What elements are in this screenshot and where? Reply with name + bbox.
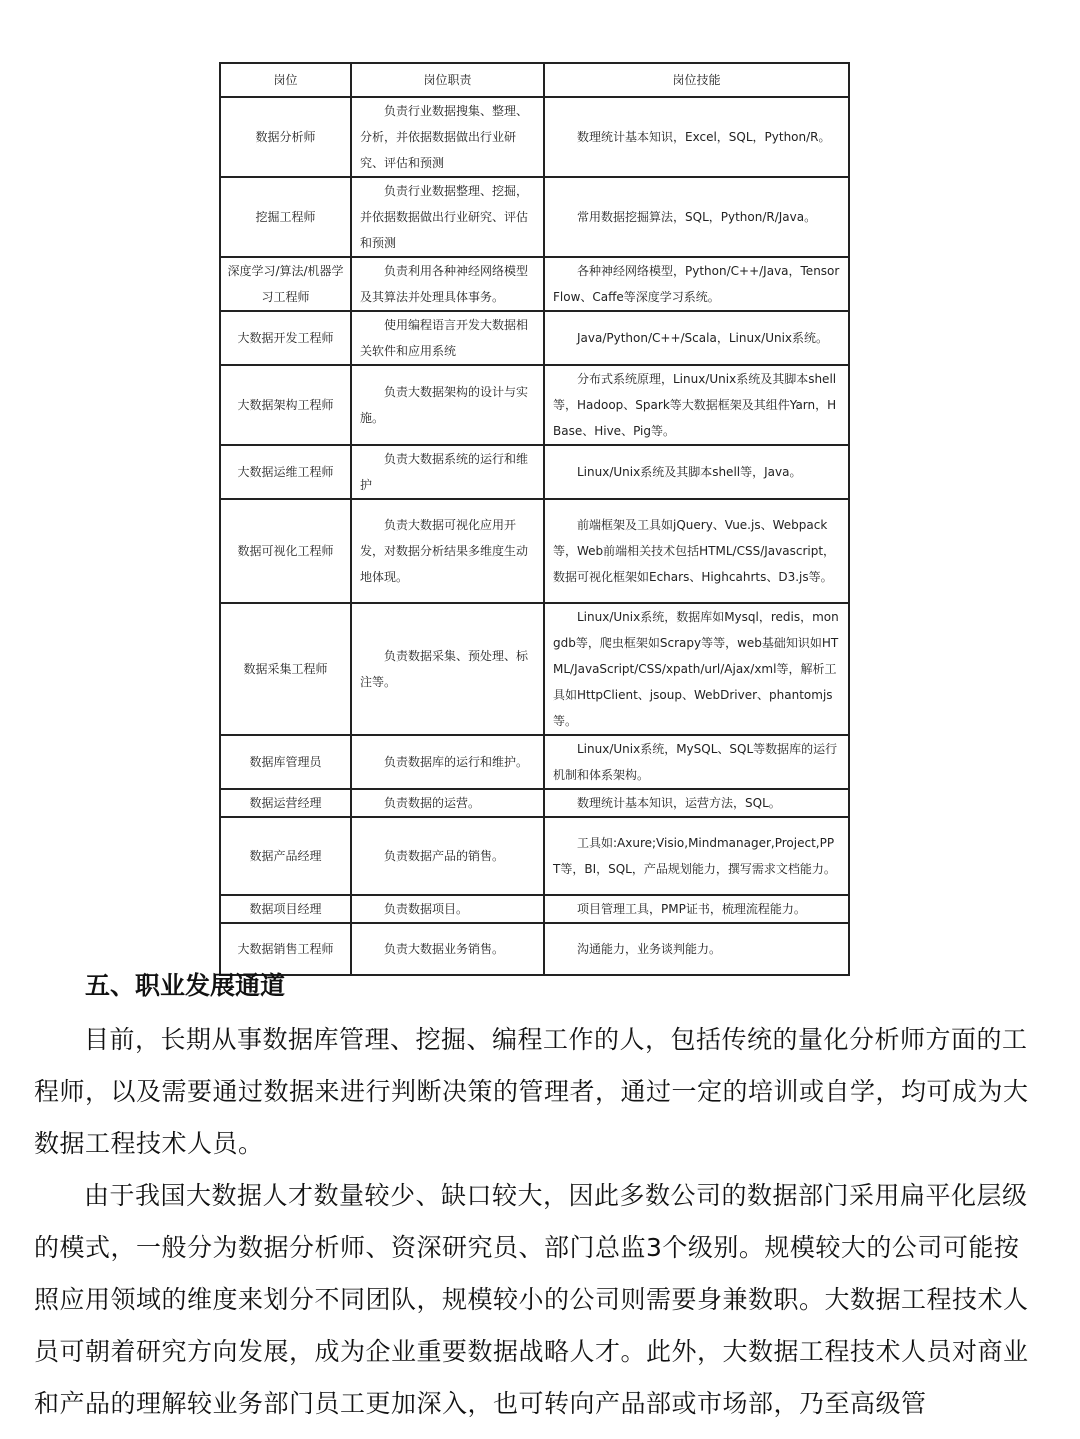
job-skill-cell (544, 257, 849, 311)
job-duty-text: 负责行业数据整理、挖掘，并依据数据做出行业研究、评估和预测 (360, 184, 529, 250)
job-title-text: 大数据运维工程师 (237, 465, 334, 479)
job-title-text: 数据分析师 (255, 130, 316, 144)
job-duty-cell (351, 603, 544, 735)
job-title-text: 挖掘工程师 (255, 210, 316, 224)
job-title-cell (220, 311, 351, 365)
job-title-cell (220, 735, 351, 789)
job-duty-cell (351, 735, 544, 789)
job-skill-text: 数理统计基本知识，Excel，SQL，Python/R。 (577, 130, 831, 144)
job-skill-cell (544, 735, 849, 789)
job-skill-cell (544, 311, 849, 365)
job-duty-cell (351, 365, 544, 445)
job-duty-text: 负责数据采集、预处理、标注等。 (360, 649, 529, 689)
job-skill-text: 工具如:Axure;Visio,Mindmanager,Project,PPT等，BI，SQL，产品规划能力，撰写需求文档能力。 (553, 836, 836, 876)
paragraph: 由于我国大数据人才数量较少、缺口较大，因此多数公司的数据部门采用扁平化层级的模式，一般分为数据分析师、资深研究员、部门总监3个级别。规模较大的公司可能按照应用领域的维度来划分不同团队，规模较小的公司则需要身兼数职。大数据工程技术人员可朝着研究方向发展，成为企业重要数据战略人才。此外，大数据工程技术人员对商业和产品的理解较业务部门员工更加深入，也可转向产品部或市场部，乃至高级管 (34, 1181, 1029, 1418)
job-duty-cell (351, 311, 544, 365)
job-duty-cell (351, 923, 544, 975)
job-title-text: 数据产品经理 (249, 849, 322, 863)
job-duty-cell (351, 499, 544, 603)
job-skill-cell (544, 923, 849, 975)
job-duty-text: 负责数据项目。 (384, 902, 469, 916)
job-duty-text: 使用编程语言开发大数据相关软件和应用系统 (360, 318, 529, 358)
job-skill-cell (544, 895, 849, 923)
job-skill-text: Java/Python/C++/Scala，Linux/Unix系统。 (577, 331, 829, 345)
table-row (220, 97, 849, 177)
job-duty-text: 负责大数据系统的运行和维护 (360, 452, 529, 492)
job-title-cell (220, 895, 351, 923)
table-body (220, 97, 849, 975)
job-duty-text: 负责利用各种神经网络模型及其算法并处理具体事务。 (360, 264, 529, 304)
job-title-cell (220, 789, 351, 817)
job-skill-text: 项目管理工具，PMP证书，梳理流程能力。 (577, 902, 806, 916)
job-title-cell (220, 365, 351, 445)
job-title-text: 数据项目经理 (249, 902, 322, 916)
job-skill-cell (544, 603, 849, 735)
job-title-text: 深度学习/算法/机器学习工程师 (227, 264, 344, 304)
job-title-cell (220, 817, 351, 895)
table-row (220, 895, 849, 923)
job-title-cell (220, 445, 351, 499)
table-row (220, 499, 849, 603)
job-duty-text: 负责大数据架构的设计与实施。 (360, 385, 529, 425)
job-duty-text: 负责大数据可视化应用开发，对数据分析结果多维度生动地体现。 (360, 518, 529, 584)
table-row (220, 311, 849, 365)
job-title-cell (220, 499, 351, 603)
table-row (220, 817, 849, 895)
job-skill-text: Linux/Unix系统及其脚本shell等，Java。 (577, 465, 802, 479)
job-title-cell (220, 603, 351, 735)
job-title-text: 数据库管理员 (249, 755, 322, 769)
job-duty-cell (351, 817, 544, 895)
table-row (220, 789, 849, 817)
job-skill-cell (544, 445, 849, 499)
table-row (220, 445, 849, 499)
job-duty-cell (351, 445, 544, 499)
job-skill-cell (544, 499, 849, 603)
header-duty: 岗位职责 (351, 63, 544, 97)
job-skill-cell (544, 97, 849, 177)
job-title-cell (220, 97, 351, 177)
table-row (220, 923, 849, 975)
job-skill-text: Linux/Unix系统，MySQL、SQL等数据库的运行机制和体系架构。 (553, 742, 838, 782)
paragraph: 目前，长期从事数据库管理、挖掘、编程工作的人，包括传统的量化分析师方面的工程师，以及需要通过数据来进行判断决策的管理者，通过一定的培训或自学，均可成为大数据工程技术人员。 (34, 1025, 1029, 1158)
job-skill-text: 数理统计基本知识，运营方法，SQL。 (577, 796, 781, 810)
job-title-text: 大数据开发工程师 (237, 331, 334, 345)
job-skill-text: 常用数据挖掘算法，SQL，Python/R/Java。 (577, 210, 817, 224)
job-table (219, 62, 850, 976)
job-title-text: 数据运营经理 (249, 796, 322, 810)
job-skill-cell (544, 789, 849, 817)
job-duty-cell (351, 257, 544, 311)
section-heading: 五、职业发展通道 (85, 971, 286, 1000)
job-title-text: 大数据架构工程师 (237, 398, 334, 412)
job-title-cell (220, 257, 351, 311)
header-title: 岗位 (220, 63, 351, 97)
job-skill-cell (544, 365, 849, 445)
job-skill-cell (544, 177, 849, 257)
job-duty-text: 负责大数据业务销售。 (384, 942, 505, 956)
job-skill-text: 各种神经网络模型，Python/C++/Java，TensorFlow、Caffe等深度学习系统。 (553, 264, 840, 304)
job-title-cell (220, 177, 351, 257)
table-header-row (220, 63, 849, 97)
job-duty-cell (351, 789, 544, 817)
job-skill-text: Linux/Unix系统，数据库如Mysql，redis，mongdb等，爬虫框架如Scrapy等等，web基础知识如HTML/JavaScript/CSS/xpath/url/Ajax/xml等，解析工具如HttpClient、jsoup、WebDriver、phantomjs等。 (553, 610, 839, 728)
table-row (220, 365, 849, 445)
table-row (220, 177, 849, 257)
job-duty-cell (351, 97, 544, 177)
job-duty-text: 负责数据的运营。 (384, 796, 481, 810)
table-row (220, 603, 849, 735)
table-row (220, 257, 849, 311)
table-row (220, 735, 849, 789)
job-title-text: 数据可视化工程师 (237, 544, 334, 558)
job-duty-text: 负责数据库的运行和维护。 (384, 755, 529, 769)
job-skill-text: 分布式系统原理，Linux/Unix系统及其脚本shell等，Hadoop、Spark等大数据框架及其组件Yarn，HBase、Hive、Pig等。 (553, 372, 837, 438)
job-duty-cell (351, 895, 544, 923)
job-skill-text: 前端框架及工具如jQuery、Vue.js、Webpack等，Web前端相关技术包括HTML/CSS/Javascript，数据可视化框架如Echars、Highcahrts、D3.js等。 (553, 518, 836, 584)
job-title-text: 数据采集工程师 (243, 662, 328, 676)
job-duty-text: 负责行业数据搜集、整理、分析，并依据数据做出行业研究、评估和预测 (360, 104, 529, 170)
job-skill-text: 沟通能力，业务谈判能力。 (577, 942, 722, 956)
job-skill-cell (544, 817, 849, 895)
job-duty-text: 负责数据产品的销售。 (384, 849, 505, 863)
header-skill: 岗位技能 (544, 63, 849, 97)
job-title-text: 大数据销售工程师 (237, 942, 334, 956)
job-duty-cell (351, 177, 544, 257)
